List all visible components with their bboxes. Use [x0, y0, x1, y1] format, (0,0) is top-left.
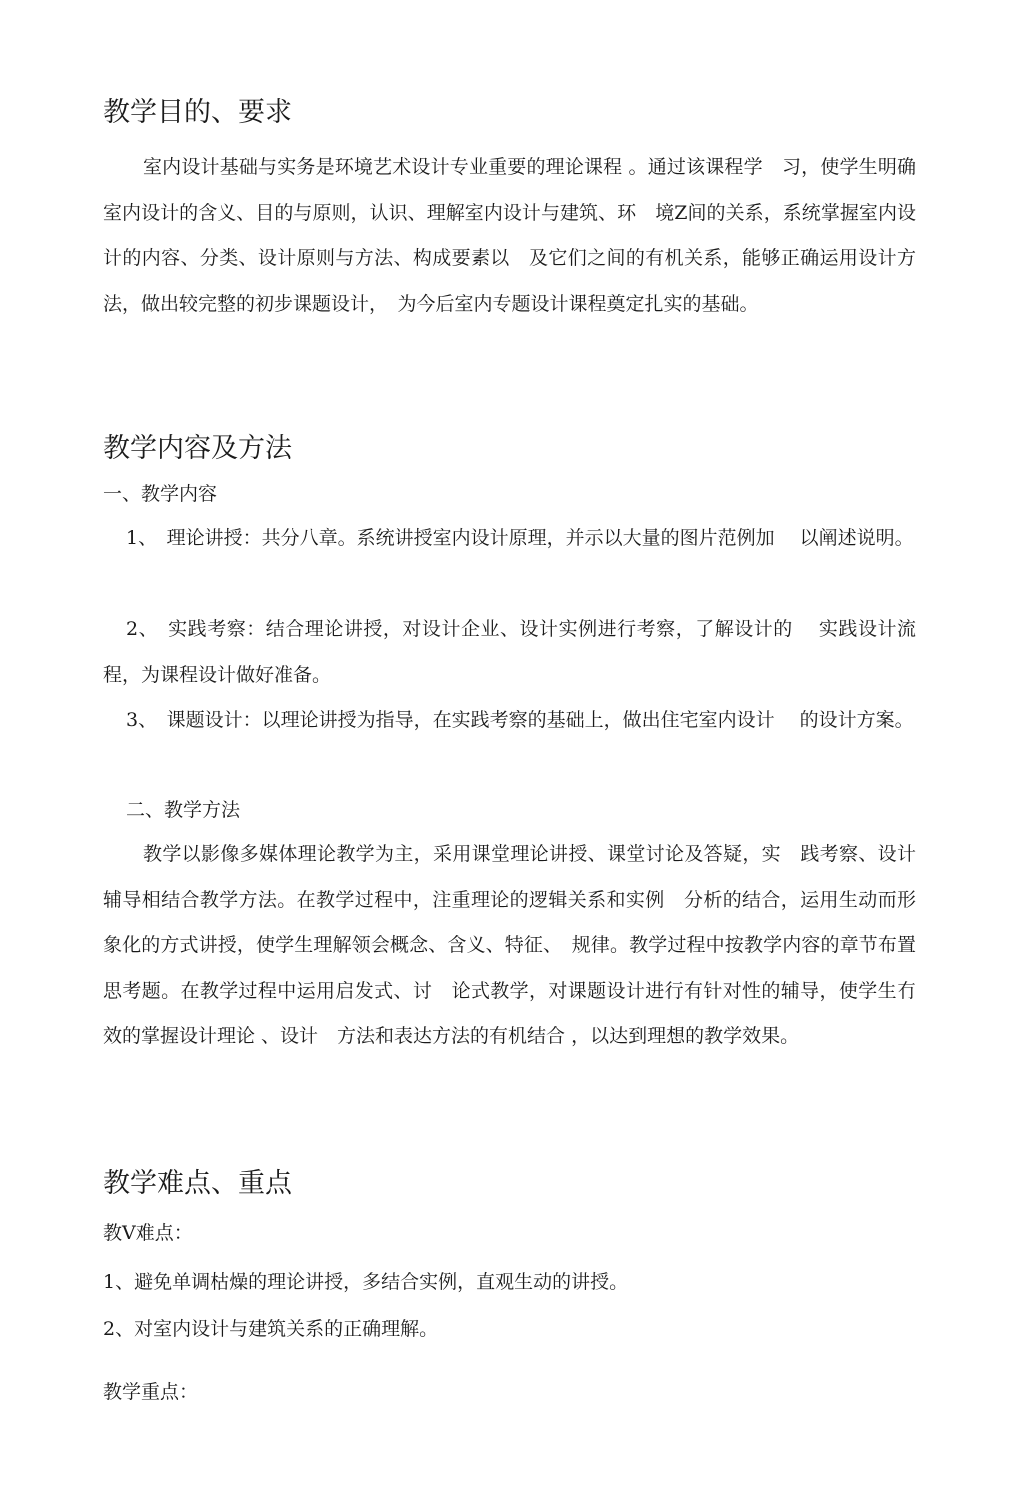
subheading-teaching-content: 一、教学内容	[103, 483, 218, 505]
section-heading-objectives: 教学目的、要求	[103, 97, 292, 128]
methods-paragraph: 教学以影像多媒体理论教学为主，采用课堂理论讲授、课堂讨论及答疑，实 践考察、设计辅导相结合教学方法。在教学过程中，注重理论的逻辑关系和实例 分析的结合，运用生动而形象化的方式讲授，使学生理解领会概念、含义、特征、 规律。教学过程中按教学内容的章节布置思考题。在教学过程中运用启发式、讨 论式教学，对课题设计进行有针对性的辅导，使学生冇效的掌握设计理论 、设计 方法和表达方法的有机结合 ，以达到理想的教学效果。	[103, 843, 916, 1047]
key-points-label: 教学重点：	[103, 1381, 199, 1403]
objectives-paragraph: 室内设计基础与实务是环境艺术设计专业重要的理论课程 。通过该课程学 习，使学生明确室内设计的含义、目的与原则，认识、理解室内设计与建筑、环 境Z间的关系，系统掌握室内设计的内容、分类、设计原则与方法、构成要素以 及它们之间的有机关系，能够正确运用设计方法，做出较完整的初步课题设计， 为今后室内专题设计课程奠定扎实的基础。	[103, 156, 916, 315]
content-item-2: 2、 实践考察：结合理论讲授，对设计企业、设计实例进行考察，了解设计的 实践设计流程，为课程设计做好准备。	[103, 618, 916, 686]
subheading-teaching-methods: 二、教学方法	[126, 799, 241, 821]
section-heading-difficulties-key-points: 教学难点、重点	[103, 1168, 292, 1199]
content-item-3: 3、 课题设计：以理论讲授为指导，在实践考察的基础上，做出住宅室内设计 的设计方案。	[126, 709, 914, 731]
difficulty-item-2: 2、对室内设计与建筑关系的正确理解。	[103, 1318, 439, 1340]
difficulty-item-1: 1、避免单调枯燥的理论讲授，多结合实例，直观生动的讲授。	[103, 1271, 629, 1293]
content-item-1: 1、 理论讲授：共分八章。系统讲授室内设计原理，并示以大量的图片范例加 以阐述说明。	[126, 527, 914, 549]
section-heading-content-methods: 教学内容及方法	[103, 433, 292, 464]
difficulty-label: 教V难点：	[103, 1222, 193, 1244]
